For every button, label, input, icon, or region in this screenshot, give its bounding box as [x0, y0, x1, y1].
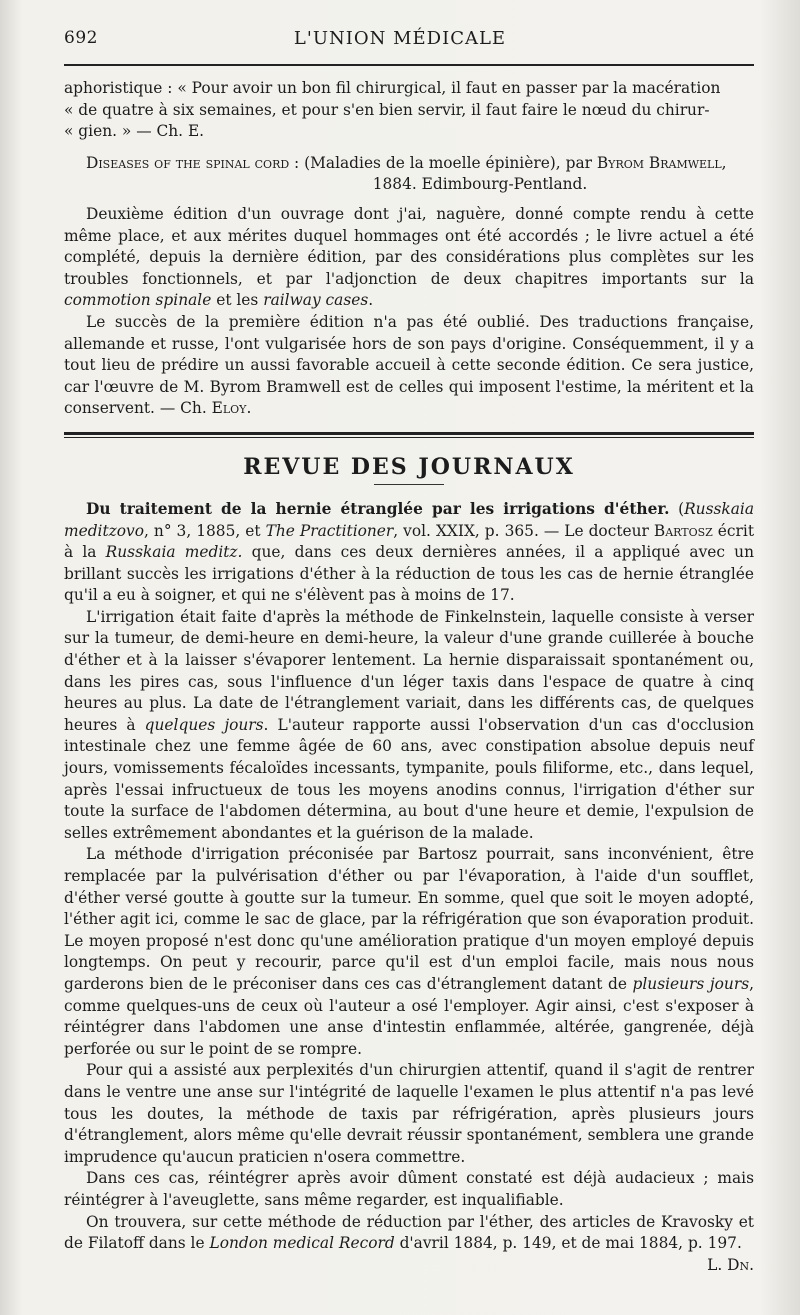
section-title-rule [374, 484, 444, 485]
page-number: 692 [64, 28, 98, 48]
book-title: Diseases of the spinal cord : [86, 153, 300, 172]
book-author: Byrom Bramwell [596, 153, 722, 172]
article-paragraph-5: Dans ces cas, réintégrer après avoir dûment constaté est déjà audacieux ; mais réintégrer à l'aveuglette, sans même regarder, est inqualifiable. [64, 1169, 754, 1209]
article-paragraph-2: L'irrigation était faite d'après la méthode de Finkelnstein, laquelle consiste à verser sur la tumeur, de demi-heure en demi-heure, la valeur d'une grande cuillerée à bouche d'éther et à la laisser s'évaporer lentement. La hernie disparaissait spontanément ou, dans les pires cas, sous l'influence d'un léger taxis dans l'espace de quatre à cinq heures au plus. La date de l'étranglement variait, dans les différents cas, de quelques heures à quelques jours. L'auteur rapporte aussi l'observation d'un cas d'occlusion intestinale chez une femme âgée de 60 ans, avec constipation absolue depuis neuf jours, vomissements fécaloïdes incessants, tympanite, pouls filiforme, etc., dans lequel, après l'essai infructueux de tous les moyens anodins connus, l'irrigation d'éther sur toute la surface de l'abdomen détermina, au bout d'une heure et demie, l'expulsion de selles extrêmement abondantes et la guérison de la malade. [64, 607, 754, 842]
intro-paragraph [64, 78, 754, 143]
book-publication: 1884. Edimbourg-Pentland. [372, 175, 588, 194]
intro-line-1: aphoristique : « Pour avoir un bon fil chirurgical, il faut en passer par la macération [64, 79, 721, 97]
page-header [64, 28, 754, 58]
intro-line-3: « gien. » — Ch. E. [64, 122, 205, 141]
article-paragraph-6: On trouvera, sur cette méthode de réduction par l'éther, des articles de Kravosky et de Filatoff dans le London medical Record d'avril 1884, p. 149, et de mai 1884, p. 197. [64, 1212, 754, 1253]
header-rule [64, 64, 754, 66]
review-signature: Eloy [211, 399, 247, 418]
running-title: L'UNION MÉDICALE [293, 28, 507, 49]
intro-line-2: « de quatre à six semaines, et pour s'en bien servir, il faut faire le nœud du chirur- [64, 100, 710, 119]
article-signature: L. Dn. [707, 1255, 754, 1274]
review-paragraph-2: Le succès de la première édition n'a pas été oublié. Des traductions française, allemande et russe, l'ont vulgarisée hors de son pays d'origine. Conséquemment, il y a tout lieu de prédire un aussi favorable accueil à cette seconde édition. Ce sera justice, car l'œuvre de M. Byrom Bramwell est de celles qui imposent l'estime, la méritent et la conservent. — Ch. Eloy. [64, 312, 754, 418]
article-paragraph-4: Pour qui a assisté aux perplexités d'un chirurgien attentif, quand il s'agit de rentrer dans le ventre une anse sur l'intégrité de laquelle l'examen le plus attentif n'a pas levé tous les doutes, la méthode de taxis par réfrigération, après plusieurs jours d'étranglement, alors même qu'elle devrait réussir spontanément, semblera une grande imprudence qu'aucun praticien n'osera commettre. [64, 1061, 754, 1166]
article-paragraph-3: La méthode d'irrigation préconisée par Bartosz pourrait, sans inconvénient, être remplacée par la pulvérisation d'éther ou par l'évaporation, à l'aide d'un soufflet, d'éther versé goutte à goutte sur la tumeur. En somme, quel que soit le moyen adopté, l'éther agit ici, comme le sac de glace, par la réfrigération que son évaporation produit. Le moyen proposé n'est donc qu'une amélioration pratique d'un moyen employé depuis longtemps. On peut y recourir, parce qu'il est d'un emploi facile, mais nous nous garderons bien de le préconiser dans ces cas d'étranglement datant de plusieurs jours, comme quelques-uns de ceux où l'auteur a osé l'employer. Agir ainsi, c'est s'exposer à réintégrer dans l'abdomen une anse d'intestin enflammée, altérée, gangrenée, déjà perforée ou sur le point de se rompre. [64, 845, 754, 1058]
article-title: Du traitement de la hernie étranglée par les irrigations d'éther. [86, 499, 670, 518]
book-reference: Diseases of the spinal cord : (Maladies de la moelle épinière), par Byrom Bramwell, 1884. Edimbourg-Pentland. [64, 153, 754, 196]
review-paragraph-1: Deuxième édition d'un ouvrage dont j'ai, naguère, donné compte rendu à cette même place, et aux mérites duquel hommages ont été accordés ; le livre actuel a été complété, depuis la dernière édition, par des considérations plus complètes sur les troubles fonctionnels, et par l'adjonction de deux chapitres importants sur la commotion spinale et les railway cases. [64, 204, 754, 310]
section-divider [64, 432, 754, 438]
section-title: REVUE DES JOURNAUX [243, 453, 575, 480]
article-paragraph-1: Du traitement de la hernie étranglée par les irrigations d'éther. (Russkaia meditzovo, n° 3, 1885, et The Practitioner, vol. XXIX, p. 365. — Le docteur Bartosz écrit à la Russkaia meditz. que, dans ces deux dernières années, il a appliqué avec un brillant succès les irrigations d'éther à la réduction de tous les cas de hernie étranglée qu'il a eu à soigner, et qui ne s'élèvent pas à moins de 17. [64, 499, 755, 605]
book-title-translation: (Maladies de la moelle épinière), par [299, 153, 597, 172]
article-author: Bartosz [653, 521, 713, 540]
